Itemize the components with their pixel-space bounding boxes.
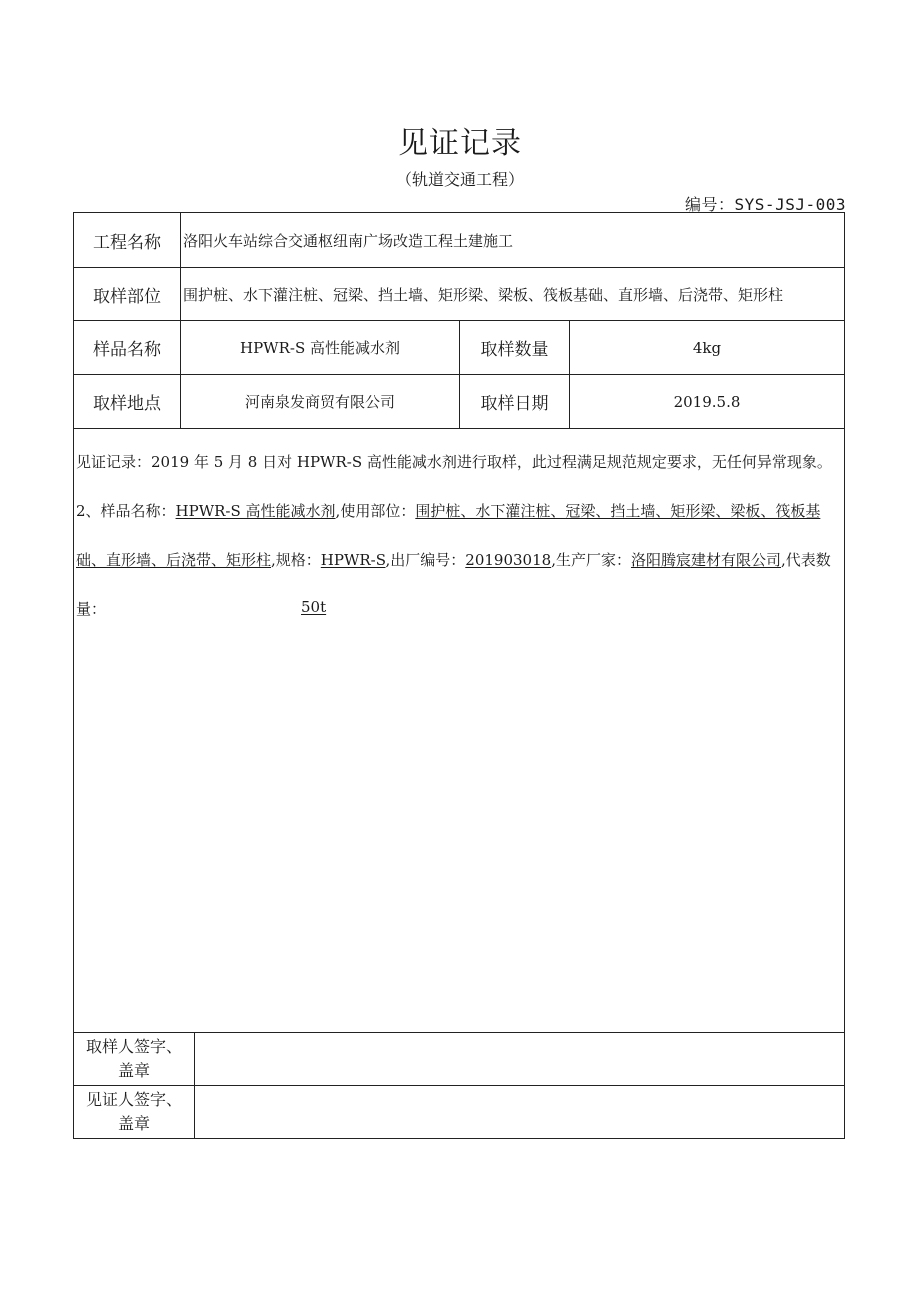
sampler-signature-row [74, 1033, 844, 1086]
witness-signature-field[interactable] [195, 1086, 844, 1138]
sample-date-label: 取样日期 [460, 375, 570, 428]
represent-label-a: ,代表数 [780, 551, 831, 569]
use-part-label: ,使用部位： [335, 502, 416, 520]
project-name-label: 工程名称 [74, 213, 181, 267]
sampler-signature-field[interactable] [195, 1033, 844, 1085]
sample-part-row [74, 268, 844, 321]
sample-qty-value: 4kg [692, 338, 722, 357]
witness-record-form [73, 212, 845, 1139]
item-prefix: 2、样品名称： [76, 502, 176, 520]
record-line-2 [76, 500, 838, 521]
maker-value: 洛阳腾宸建材有限公司 [630, 551, 781, 569]
spec-value: HPWR-S [320, 551, 386, 569]
witness-signature-row [74, 1086, 844, 1138]
sample-name-label: 样品名称 [74, 321, 181, 374]
page-subtitle: （轨道交通工程） [395, 170, 524, 189]
sample-date-value: 2019.5.8 [673, 392, 741, 411]
document-number: 编号：SYS-JSJ-003 [685, 195, 846, 214]
factory-no-value: 201903018 [465, 551, 552, 569]
record-line-3 [76, 549, 838, 570]
sample-qty-label: 取样数量 [460, 321, 570, 374]
item-name: HPWR-S 高性能减水剂 [175, 502, 336, 520]
maker-label: ,生产厂家： [551, 551, 631, 569]
sample-place-label: 取样地点 [74, 375, 181, 428]
project-name-value: 洛阳火车站综合交通枢纽南广场改造工程土建施工 [183, 231, 514, 250]
sample-name-value: HPWR-S 高性能减水剂 [181, 321, 460, 374]
sampler-label-line2: 盖章 [117, 1061, 150, 1080]
sample-place-row [74, 375, 844, 429]
sample-place-value: 河南泉发商贸有限公司 [181, 375, 460, 428]
page-title: 见证记录 [398, 126, 522, 161]
spec-label: ,规格： [271, 551, 321, 569]
sampler-signature-label [74, 1033, 195, 1085]
use-part-value-b: 础、直形墙、后浇带、矩形柱 [76, 551, 272, 569]
project-name-row [74, 213, 844, 268]
sample-part-value: 围护桩、水下灌注桩、冠梁、挡土墙、矩形梁、梁板、筏板基础、直形墙、后浇带、矩形柱 [183, 285, 784, 304]
represent-label-b: 量： [76, 600, 107, 618]
sampler-label-line1: 取样人签字、 [85, 1037, 182, 1056]
represent-value: 50t [301, 598, 327, 616]
sample-name-row [74, 321, 844, 375]
witness-label-line1: 见证人签字、 [85, 1090, 182, 1109]
use-part-value-a: 围护桩、水下灌注桩、冠梁、挡土墙、矩形梁、梁板、筏板基 [415, 502, 821, 520]
factory-no-label: ,出厂编号： [385, 551, 466, 569]
record-line-4 [76, 598, 838, 619]
record-content [74, 429, 844, 1033]
sample-part-label: 取样部位 [74, 268, 181, 320]
witness-signature-label [74, 1086, 195, 1138]
record-line-1: 见证记录：2019 年 5 月 8 日对 HPWR-S 高性能减水剂进行取样，此过程满足规范规定要求，无任何异常现象。 [76, 453, 832, 471]
witness-label-line2: 盖章 [117, 1114, 150, 1133]
